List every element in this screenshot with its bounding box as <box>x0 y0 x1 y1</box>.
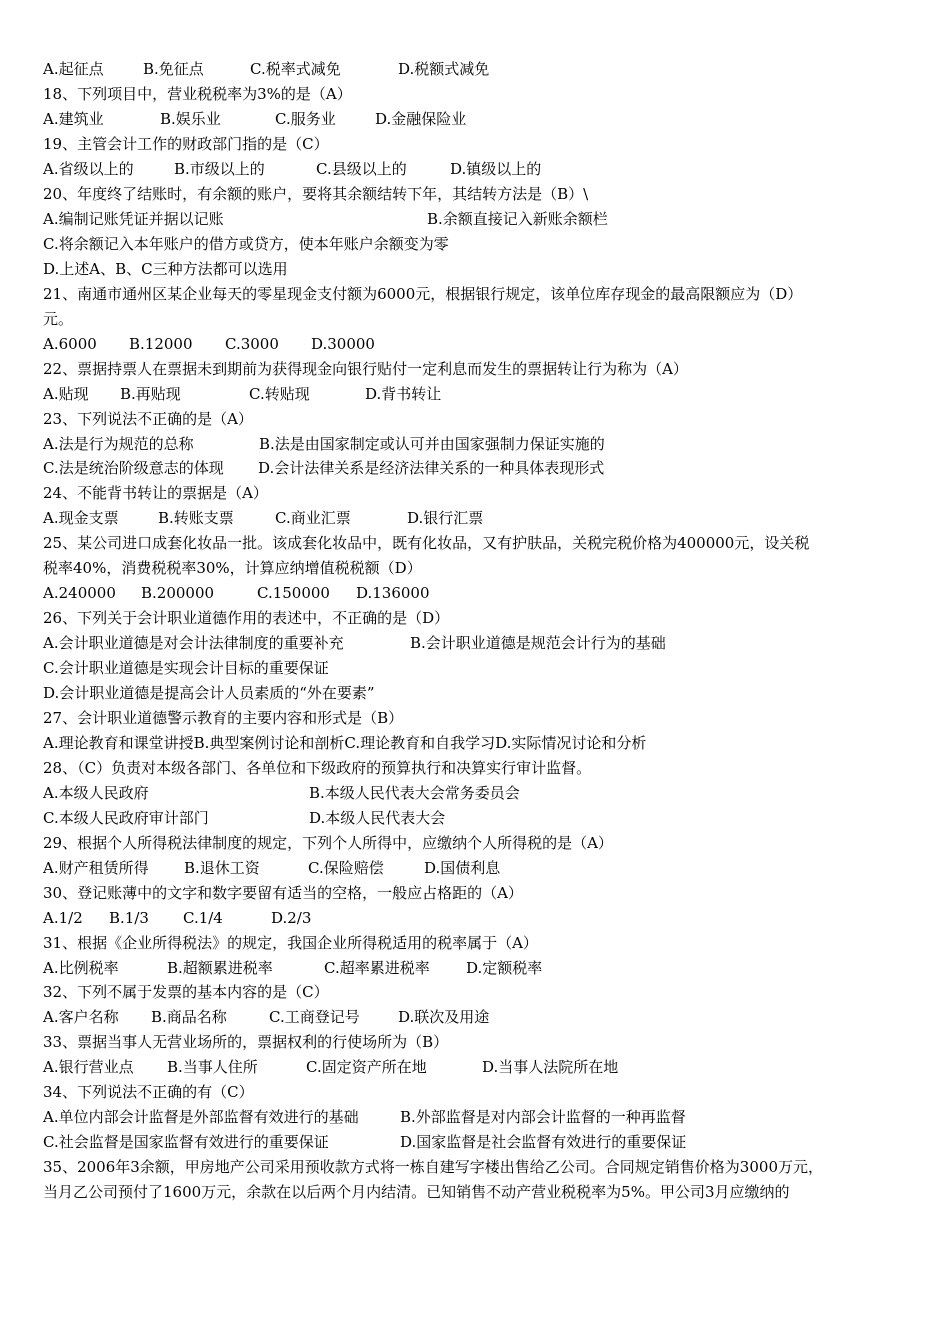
answer-option: A.起征点 <box>43 60 104 78</box>
answer-option: B.法是由国家制定或认可并由国家强制力保证实施的 <box>259 435 605 453</box>
text-line: 元。 <box>43 310 74 328</box>
answer-option: C.服务业 <box>275 110 336 128</box>
answer-option: A.本级人民政府 <box>43 784 149 802</box>
answer-option: A.6000 <box>43 335 97 353</box>
answer-option: C.超率累进税率 <box>324 959 430 977</box>
text-line: 20、年度终了结账时，有余额的账户，要将其余额结转下年，其结转方法是（B）\ <box>43 185 589 203</box>
text-line: 24、不能背书转让的票据是（A） <box>43 484 268 502</box>
answer-option: A.240000 <box>43 584 116 602</box>
text-line: 当月乙公司预付了1600万元，余款在以后两个月内结清。已知销售不动产营业税税率为5%。甲公司3月应缴纳的 <box>43 1183 790 1201</box>
text-line: 25、某公司进口成套化妆品一批。该成套化妆品中，既有化妆品，又有护肤品，关税完税价格为400000元，设关税 <box>43 534 810 552</box>
answer-option: A.1/2 <box>43 909 83 927</box>
text-line: 31、根据《企业所得税法》的规定，我国企业所得税适用的税率属于（A） <box>43 934 538 952</box>
answer-option: B.超额累进税率 <box>167 959 273 977</box>
answer-option: C.工商登记号 <box>269 1008 360 1026</box>
answer-option: A.客户名称 <box>43 1008 119 1026</box>
answer-option: D.30000 <box>311 335 375 353</box>
answer-option: D.136000 <box>356 584 430 602</box>
answer-option: D.镇级以上的 <box>450 160 542 178</box>
answer-option: D.金融保险业 <box>375 110 467 128</box>
answer-option: D.税额式减免 <box>398 60 490 78</box>
answer-option: B.12000 <box>129 335 193 353</box>
text-line: 22、票据持票人在票据未到期前为获得现金向银行贴付一定利息而发生的票据转让行为称为（A） <box>43 360 688 378</box>
text-line: D.上述A、B、C三种方法都可以选用 <box>43 260 288 278</box>
text-line: 32、下列不属于发票的基本内容的是（C） <box>43 983 329 1001</box>
answer-option: B.余额直接记入新账余额栏 <box>427 210 608 228</box>
answer-option: B.商品名称 <box>151 1008 227 1026</box>
answer-option: A.财产租赁所得 <box>43 859 149 877</box>
answer-option: B.外部监督是对内部会计监督的一种再监督 <box>400 1108 686 1126</box>
text-line: 33、票据当事人无营业场所的，票据权利的行使场所为（B） <box>43 1033 449 1051</box>
answer-option: A.会计职业道德是对会计法律制度的重要补充 <box>43 634 344 652</box>
answer-option: C.150000 <box>257 584 330 602</box>
answer-option: A.法是行为规范的总称 <box>43 435 194 453</box>
text-line: C.将余额记入本年账户的借方或贷方，使本年账户余额变为零 <box>43 235 449 253</box>
answer-option: B.200000 <box>141 584 215 602</box>
answer-option: D.联次及用途 <box>398 1008 490 1026</box>
answer-option: C.商业汇票 <box>275 509 351 527</box>
answer-option: C.3000 <box>225 335 279 353</box>
answer-option: B.会计职业道德是规范会计行为的基础 <box>410 634 666 652</box>
answer-option: D.当事人法院所在地 <box>482 1058 619 1076</box>
answer-option: C.县级以上的 <box>316 160 407 178</box>
answer-option: C.1/4 <box>183 909 223 927</box>
text-line: D.会计职业道德是提高会计人员素质的“外在要素” <box>43 684 375 702</box>
answer-option: C.转贴现 <box>249 385 310 403</box>
text-line: 35、2006年3余额，甲房地产公司采用预收款方式将一栋自建写字楼出售给乙公司。合同规定销售价格为3000万元， <box>43 1158 823 1176</box>
answer-option: B.本级人民代表大会常务委员会 <box>309 784 520 802</box>
answer-option: A.单位内部会计监督是外部监督有效进行的基础 <box>43 1108 359 1126</box>
answer-option: C.保险赔偿 <box>308 859 384 877</box>
answer-option: B.转账支票 <box>158 509 234 527</box>
text-line: 19、主管会计工作的财政部门指的是（C） <box>43 135 329 153</box>
answer-option: D.银行汇票 <box>407 509 484 527</box>
answer-option: C.固定资产所在地 <box>306 1058 427 1076</box>
text-line: 34、下列说法不正确的有（C） <box>43 1083 254 1101</box>
answer-option: B.1/3 <box>109 909 149 927</box>
text-line: 21、南通市通州区某企业每天的零星现金支付额为6000元，根据银行规定，该单位库存现金的最高限额应为（D） <box>43 285 803 303</box>
text-line: 27、会计职业道德警示教育的主要内容和形式是（B） <box>43 709 404 727</box>
answer-option: A.省级以上的 <box>43 160 134 178</box>
answer-option: D.背书转让 <box>365 385 442 403</box>
answer-option: B.免征点 <box>143 60 204 78</box>
text-line: 18、下列项目中，营业税税率为3%的是（A） <box>43 85 352 103</box>
answer-option: B.娱乐业 <box>160 110 221 128</box>
text-line: 23、下列说法不正确的是（A） <box>43 410 253 428</box>
text-line: 税率40%，消费税税率30%，计算应纳增值税税额（D） <box>43 559 422 577</box>
answer-option: B.市级以上的 <box>174 160 265 178</box>
text-line: 29、根据个人所得税法律制度的规定，下列个人所得中，应缴纳个人所得税的是（A） <box>43 834 613 852</box>
answer-option: D.定额税率 <box>466 959 543 977</box>
text-line: 28、（C）负责对本级各部门、各单位和下级政府的预算执行和决算实行审计监督。 <box>43 759 592 777</box>
answer-option: C.社会监督是国家监督有效进行的重要保证 <box>43 1133 329 1151</box>
answer-option: A.比例税率 <box>43 959 119 977</box>
answer-option: A.现金支票 <box>43 509 119 527</box>
answer-option: D.国债利息 <box>424 859 501 877</box>
text-line: A.理论教育和课堂讲授B.典型案例讨论和剖析C.理论教育和自我学习D.实际情况讨论和分析 <box>43 734 647 752</box>
answer-option: A.银行营业点 <box>43 1058 134 1076</box>
text-line: C.会计职业道德是实现会计目标的重要保证 <box>43 659 329 677</box>
answer-option: D.国家监督是社会监督有效进行的重要保证 <box>400 1133 687 1151</box>
answer-option: C.法是统治阶级意志的体现 <box>43 459 224 477</box>
text-line: 30、登记账薄中的文字和数字要留有适当的空格，一般应占格距的（A） <box>43 884 523 902</box>
answer-option: D.会计法律关系是经济法律关系的一种具体表现形式 <box>258 459 605 477</box>
answer-option: B.当事人住所 <box>167 1058 258 1076</box>
answer-option: B.退休工资 <box>184 859 260 877</box>
text-line: 26、下列关于会计职业道德作用的表述中，不正确的是（D） <box>43 609 450 627</box>
answer-option: D.2/3 <box>271 909 312 927</box>
answer-option: A.贴现 <box>43 385 89 403</box>
answer-option: C.税率式减免 <box>250 60 341 78</box>
answer-option: C.本级人民政府审计部门 <box>43 809 209 827</box>
answer-option: A.建筑业 <box>43 110 104 128</box>
answer-option: D.本级人民代表大会 <box>309 809 446 827</box>
answer-option: B.再贴现 <box>120 385 181 403</box>
answer-option: A.编制记账凭证并据以记账 <box>43 210 224 228</box>
